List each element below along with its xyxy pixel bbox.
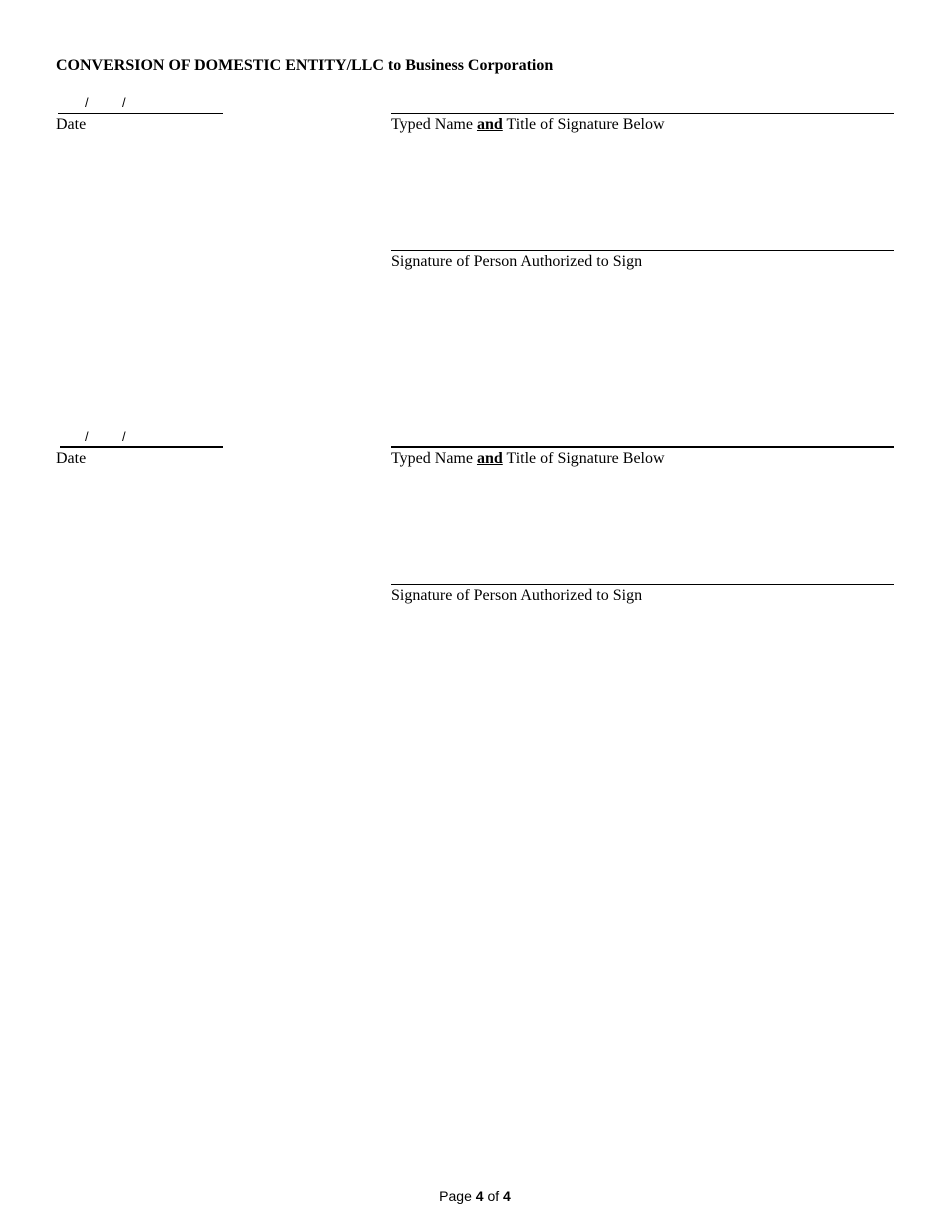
typed-name-label-prefix: Typed Name [391, 116, 477, 133]
date-field-line[interactable] [58, 113, 223, 114]
document-title: CONVERSION OF DOMESTIC ENTITY/LLC to Business Corporation [56, 57, 554, 74]
date-slash: / [85, 95, 89, 110]
typed-name-label-prefix: Typed Name [391, 450, 477, 467]
date-slashes [58, 429, 223, 445]
typed-name-field-line[interactable] [391, 446, 894, 448]
date-slashes [58, 95, 223, 111]
date-field-line[interactable] [60, 446, 223, 448]
typed-name-title-label [391, 116, 665, 134]
signature-field-line[interactable] [391, 584, 894, 585]
date-slash: / [122, 429, 126, 444]
typed-name-title-label [391, 450, 665, 468]
signature-label: Signature of Person Authorized to Sign [391, 587, 643, 604]
typed-name-label-emphasis: and [476, 116, 503, 133]
page-footer [0, 1188, 950, 1204]
typed-name-label-suffix: Title of Signature Below [502, 450, 665, 467]
typed-name-label-suffix: Title of Signature Below [502, 116, 665, 133]
signature-label: Signature of Person Authorized to Sign [391, 253, 643, 270]
footer-page-word: Page [439, 1188, 476, 1204]
typed-name-field-line[interactable] [391, 113, 894, 114]
date-slash: / [85, 429, 89, 444]
date-label: Date [56, 116, 87, 133]
signature-field-line[interactable] [391, 250, 894, 251]
footer-of-word: of [483, 1188, 504, 1204]
date-label: Date [56, 450, 87, 467]
typed-name-label-emphasis: and [476, 450, 503, 467]
date-slash: / [122, 95, 126, 110]
footer-total-pages: 4 [503, 1188, 511, 1204]
footer-current-page: 4 [475, 1188, 484, 1204]
